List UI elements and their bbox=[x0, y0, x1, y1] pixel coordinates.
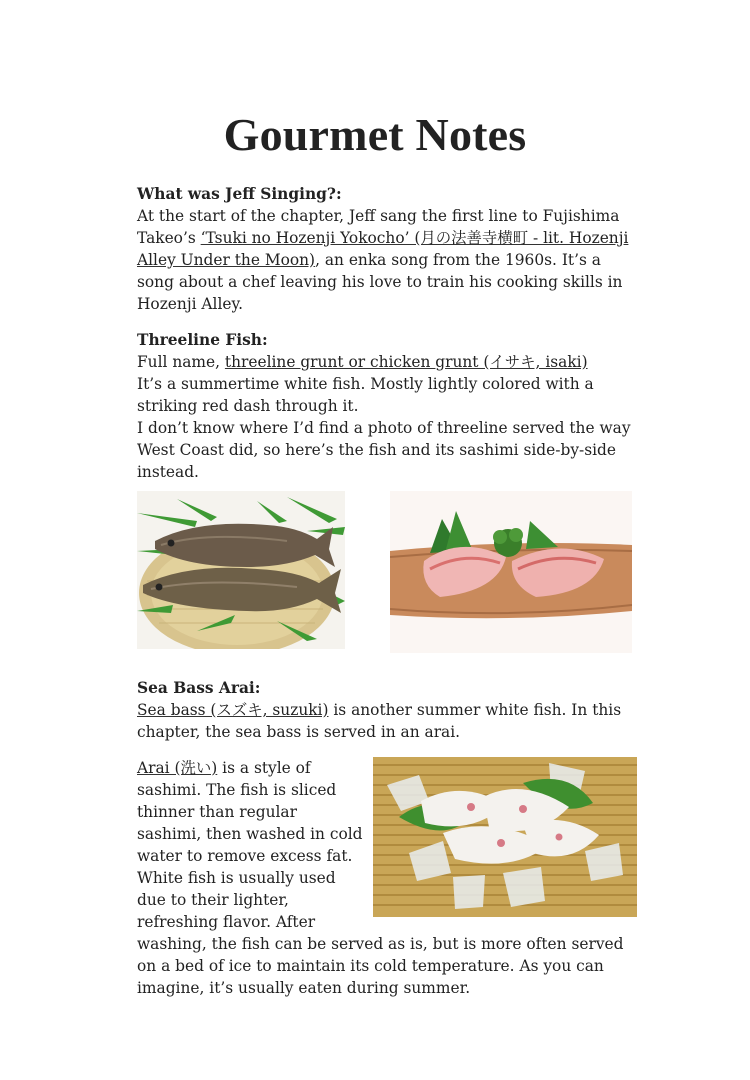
song-link[interactable]: ‘Tsuki no Hozenji Yokocho’ (月の法善寺横町 - lit. Hozenji Alley Under the Moon) bbox=[137, 229, 629, 269]
section-body: I don’t know where I’d find a photo of threeline served the way West Coast did, so here’s the fish and its sashimi side-by-side instead. bbox=[137, 419, 631, 481]
section-body: It’s a summertime white fish. Mostly lightly colored with a striking red dash through it. bbox=[137, 375, 594, 415]
section-heading: Sea Bass Arai: bbox=[137, 679, 261, 697]
body-text: is another summer white fish. In this chapter, the sea bass is served in an arai. bbox=[137, 701, 622, 741]
body-text: At the start of the chapter, Jeff sang the first line to Fujishima Takeo’s bbox=[137, 207, 620, 247]
arai-link[interactable]: Arai (洗い) bbox=[137, 759, 218, 777]
sea-bass-link[interactable]: Sea bass (スズキ, suzuki) bbox=[137, 701, 329, 719]
body-text: Full name, bbox=[137, 353, 225, 371]
section-threeline-fish bbox=[137, 329, 637, 483]
section-arai bbox=[137, 757, 637, 999]
body-text: , an enka song from the 1960s. It’s a song about a chef leaving his love to train his cooking skills in Hozenji Alley. bbox=[137, 251, 623, 313]
section-heading: Threeline Fish: bbox=[137, 331, 268, 349]
content bbox=[137, 183, 637, 1013]
threeline-sashimi-photo bbox=[390, 491, 632, 653]
sea-bass-arai-photo bbox=[373, 757, 637, 917]
page-title: Gourmet Notes bbox=[223, 109, 527, 160]
section-body bbox=[137, 205, 637, 315]
section-heading: What was Jeff Singing?: bbox=[137, 185, 342, 203]
image-row bbox=[137, 491, 637, 653]
section-sea-bass-arai bbox=[137, 677, 637, 743]
section-body bbox=[137, 699, 637, 743]
body-text: is a style of sashimi. The fish is sliced thinner than regular sashimi, then washed in cold water to remove excess fat. White fish is usually used due to their lighter, refreshing flavor. After washing, the fish can be served as is, but is more often served on a bed of ice to maintain its cold temperature. As you can imagine, it’s usually eaten during summer. bbox=[137, 759, 624, 997]
threeline-grunt-link[interactable]: threeline grunt or chicken grunt (イサキ, isaki) bbox=[224, 353, 588, 371]
section-body bbox=[137, 351, 637, 373]
threeline-fish-photo bbox=[137, 491, 345, 649]
section-jeff-singing bbox=[137, 183, 637, 315]
